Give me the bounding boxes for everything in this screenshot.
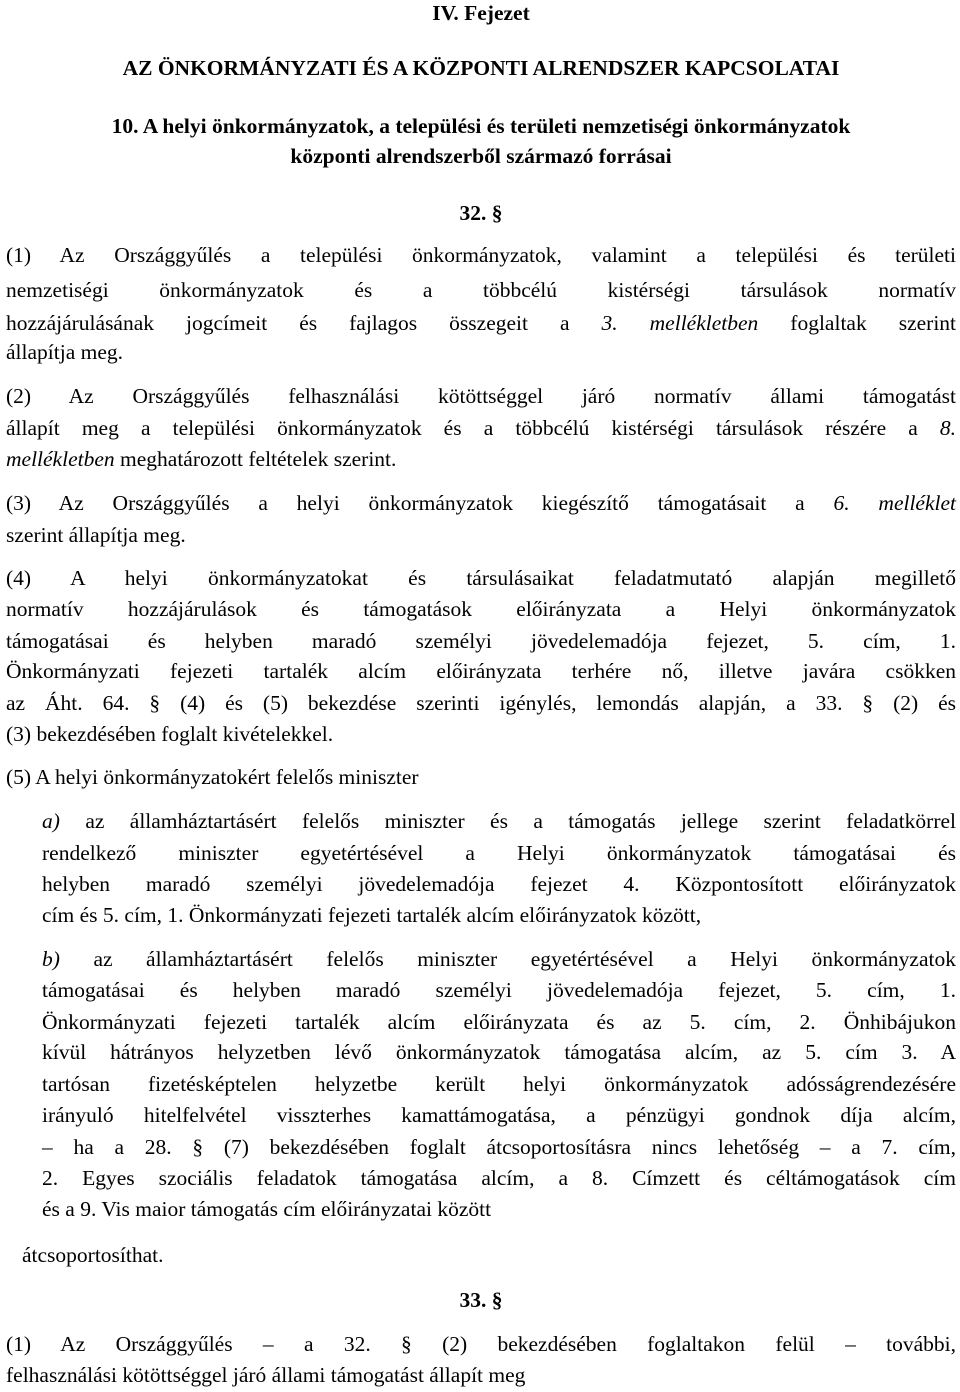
section-title-line-1: 10. A helyi önkormányzatok, a települési és területi nemzetiségi önkormányzatok bbox=[111, 114, 851, 138]
chapter-title: AZ ÖNKORMÁNYZATI ÉS A KÖZPONTI ALRENDSZER KAPCSOLATAI bbox=[122, 56, 840, 80]
annex-reference: mellékletben bbox=[6, 447, 115, 471]
annex-reference: 3. mellékletben bbox=[601, 311, 759, 335]
text-line bbox=[6, 313, 956, 335]
text-span: állapít meg a települési önkormányzatok és a többcélú kistérségi társulások részére a bbox=[6, 416, 918, 440]
section-32-heading: 32. § bbox=[459, 201, 503, 225]
text-line: (1) Az Országgyűlés a települési önkormányzatok, valamint a települési és területi bbox=[6, 243, 956, 267]
text-line: szerint állapítja meg. bbox=[6, 523, 186, 547]
text-line: (4) A helyi önkormányzatokat és társulásaikat feladatmutató alapján megillető bbox=[6, 566, 956, 590]
text-span: meghatározott feltételek szerint. bbox=[120, 447, 397, 471]
point-marker: b) bbox=[42, 947, 60, 971]
text-line: állapítja meg. bbox=[6, 340, 124, 364]
text-line: Önkormányzati fejezeti tartalék alcím előirányzata és az 5. cím, 2. Önhibájukon bbox=[42, 1010, 956, 1034]
text-line bbox=[42, 949, 956, 971]
text-line: támogatásai és helyben maradó személyi jövedelemadója fejezet, 5. cím, 1. bbox=[42, 978, 956, 1002]
text-line bbox=[6, 493, 956, 515]
text-line: irányuló hitelfelvétel visszterhes kamattámogatása, a pénzügyi gondnok díja alcím, bbox=[42, 1103, 956, 1127]
text-span: az államháztartásért felelős miniszter és a támogatás jellege szerint feladatkörrel bbox=[85, 809, 957, 833]
chapter-number: IV. Fejezet bbox=[432, 1, 530, 25]
text-line: normatív hozzájárulások és támogatások előirányzata a Helyi önkormányzatok bbox=[6, 597, 956, 621]
annex-reference: 6. melléklet bbox=[833, 491, 957, 515]
point-marker: a) bbox=[42, 809, 60, 833]
text-line: és a 9. Vis maior támogatás cím előirányzatai között bbox=[42, 1197, 492, 1221]
text-line: – ha a 28. § (7) bekezdésében foglalt átcsoportosításra nincs lehetőség – a 7. cím, bbox=[42, 1135, 956, 1159]
text-line: nemzetiségi önkormányzatok és a többcélú kistérségi társulások normatív bbox=[6, 278, 956, 302]
text-line: 2. Egyes szociális feladatok támogatása alcím, a 8. Címzett és céltámogatások cím bbox=[42, 1166, 956, 1190]
text-line: (5) A helyi önkormányzatokért felelős miniszter bbox=[6, 765, 419, 789]
text-line: átcsoportosíthat. bbox=[22, 1243, 164, 1267]
text-line: tartósan fizetésképtelen helyzetbe került helyi önkormányzatok adósságrendezésére bbox=[42, 1072, 956, 1096]
text-span: hozzájárulásának jogcímeit és fajlagos összegeit a bbox=[6, 311, 570, 335]
annex-reference: 8. bbox=[939, 416, 957, 440]
text-line: felhasználási kötöttséggel járó állami támogatást állapít meg bbox=[6, 1363, 526, 1387]
text-line: helyben maradó személyi jövedelemadója fejezet 4. Központosított előirányzatok bbox=[42, 872, 956, 896]
text-span: az államháztartásért felelős miniszter egyetértésével a Helyi önkormányzatok bbox=[93, 947, 956, 971]
text-line: az Áht. 64. § (4) és (5) bekezdése szerinti igénylés, lemondás alapján, a 33. § (2) és bbox=[6, 691, 956, 715]
text-span: (3) Az Országgyűlés a helyi önkormányzatok kiegészítő támogatásait a bbox=[6, 491, 805, 515]
text-line: (1) Az Országgyűlés – a 32. § (2) bekezdésében foglaltakon felül – további, bbox=[6, 1332, 956, 1356]
text-line: cím és 5. cím, 1. Önkormányzati fejezeti tartalék alcím előirányzatok között, bbox=[42, 903, 702, 927]
text-line: támogatásai és helyben maradó személyi jövedelemadója fejezet, 5. cím, 1. bbox=[6, 629, 956, 653]
section-title-line-2: központi alrendszerből származó forrásai bbox=[290, 144, 672, 168]
text-line bbox=[6, 449, 956, 471]
text-line: Önkormányzati fejezeti tartalék alcím előirányzata terhére nő, illetve javára csökken bbox=[6, 659, 956, 683]
text-line: kívül hátrányos helyzetben lévő önkormányzatok támogatása alcím, az 5. cím 3. A bbox=[42, 1040, 956, 1064]
text-span: foglaltak szerint bbox=[790, 311, 957, 335]
text-line: rendelkező miniszter egyetértésével a Helyi önkormányzatok támogatásai és bbox=[42, 841, 956, 865]
text-line: (3) bekezdésében foglalt kivételekkel. bbox=[6, 722, 334, 746]
text-line bbox=[42, 811, 956, 833]
section-33-heading: 33. § bbox=[459, 1288, 503, 1312]
text-line bbox=[6, 418, 956, 440]
text-line: (2) Az Országgyűlés felhasználási kötöttséggel járó normatív állami támogatást bbox=[6, 384, 956, 408]
